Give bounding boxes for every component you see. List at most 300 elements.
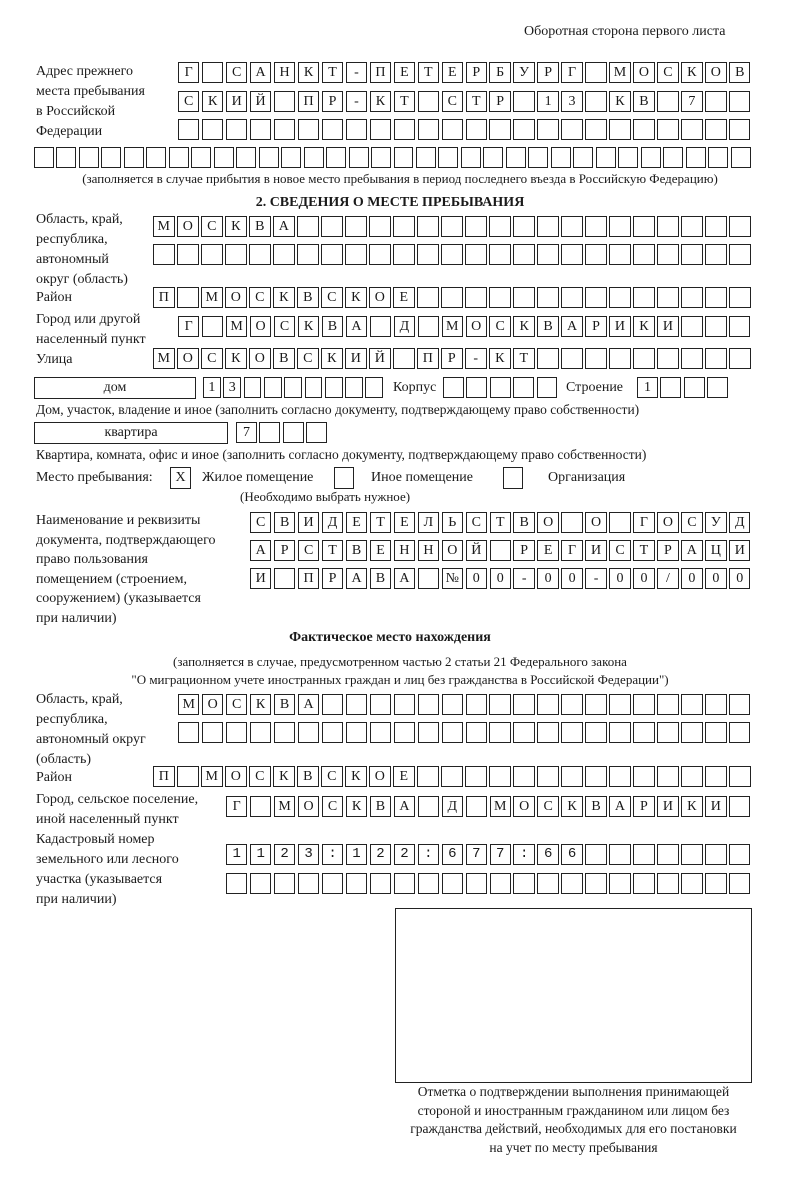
char-cell[interactable]: В xyxy=(346,540,367,561)
char-cell[interactable] xyxy=(561,873,582,894)
char-cell[interactable] xyxy=(585,244,607,265)
char-cell[interactable]: 7 xyxy=(681,91,702,112)
char-cell[interactable]: С xyxy=(249,287,271,308)
char-cell[interactable] xyxy=(731,147,751,168)
char-cell[interactable] xyxy=(441,216,463,237)
char-cell[interactable]: М xyxy=(226,316,247,337)
char-cell[interactable] xyxy=(346,694,367,715)
char-cell[interactable] xyxy=(585,216,607,237)
char-cell[interactable] xyxy=(657,91,678,112)
char-cell[interactable] xyxy=(528,147,548,168)
char-cell[interactable] xyxy=(705,316,726,337)
char-cell[interactable] xyxy=(418,119,439,140)
char-cell[interactable] xyxy=(483,147,503,168)
char-cell[interactable] xyxy=(513,377,534,398)
char-cell[interactable]: М xyxy=(490,796,511,817)
char-cell[interactable] xyxy=(297,244,319,265)
char-cell[interactable] xyxy=(537,873,558,894)
char-cell[interactable] xyxy=(466,694,487,715)
char-cell[interactable]: 0 xyxy=(633,568,654,589)
char-cell[interactable] xyxy=(441,287,463,308)
char-cell[interactable] xyxy=(418,694,439,715)
char-cell[interactable]: К xyxy=(681,62,702,83)
char-cell[interactable]: 0 xyxy=(537,568,558,589)
char-cell[interactable] xyxy=(461,147,481,168)
char-cell[interactable] xyxy=(489,119,510,140)
char-cell[interactable] xyxy=(489,216,511,237)
char-cell[interactable]: Т xyxy=(633,540,654,561)
char-cell[interactable]: К xyxy=(609,91,630,112)
char-cell[interactable]: А xyxy=(250,62,271,83)
char-cell[interactable] xyxy=(561,216,583,237)
char-cell[interactable] xyxy=(322,722,343,743)
char-cell[interactable]: 0 xyxy=(705,568,726,589)
char-cell[interactable]: О xyxy=(537,512,558,533)
char-cell[interactable] xyxy=(729,316,750,337)
char-cell[interactable]: К xyxy=(561,796,582,817)
char-cell[interactable] xyxy=(705,694,726,715)
char-cell[interactable] xyxy=(537,119,558,140)
char-cell[interactable]: В xyxy=(585,796,606,817)
char-cell[interactable] xyxy=(346,119,367,140)
char-cell[interactable] xyxy=(513,694,534,715)
char-cell[interactable]: 3 xyxy=(223,377,241,398)
char-cell[interactable]: К xyxy=(345,287,367,308)
char-cell[interactable] xyxy=(729,244,751,265)
char-cell[interactable] xyxy=(273,244,295,265)
char-cell[interactable]: Р xyxy=(657,540,678,561)
char-cell[interactable]: О xyxy=(249,348,271,369)
char-cell[interactable]: О xyxy=(202,694,223,715)
char-cell[interactable] xyxy=(657,722,678,743)
char-cell[interactable]: Р xyxy=(441,348,463,369)
char-cell[interactable] xyxy=(191,147,211,168)
char-cell[interactable] xyxy=(705,244,727,265)
char-cell[interactable]: М xyxy=(442,316,463,337)
char-cell[interactable] xyxy=(609,287,631,308)
char-cell[interactable]: М xyxy=(153,348,175,369)
char-cell[interactable] xyxy=(418,568,439,589)
char-cell[interactable]: О xyxy=(250,316,271,337)
char-cell[interactable] xyxy=(537,766,559,787)
char-cell[interactable] xyxy=(177,244,199,265)
char-cell[interactable]: М xyxy=(178,694,199,715)
char-cell[interactable] xyxy=(417,766,439,787)
char-cell[interactable] xyxy=(214,147,234,168)
char-cell[interactable]: 0 xyxy=(561,568,582,589)
char-cell[interactable] xyxy=(101,147,121,168)
char-cell[interactable] xyxy=(274,91,295,112)
char-cell[interactable] xyxy=(681,348,703,369)
char-cell[interactable]: И xyxy=(657,316,678,337)
char-cell[interactable] xyxy=(705,287,727,308)
char-cell[interactable]: П xyxy=(370,62,391,83)
char-cell[interactable] xyxy=(657,287,679,308)
char-cell[interactable] xyxy=(681,216,703,237)
char-cell[interactable] xyxy=(306,422,327,443)
char-cell[interactable]: О xyxy=(705,62,726,83)
char-cell[interactable]: К xyxy=(370,91,391,112)
char-cell[interactable]: К xyxy=(345,766,367,787)
char-cell[interactable] xyxy=(441,244,463,265)
char-cell[interactable] xyxy=(490,873,511,894)
char-cell[interactable] xyxy=(633,722,654,743)
char-cell[interactable] xyxy=(609,119,630,140)
char-cell[interactable]: М xyxy=(201,287,223,308)
char-cell[interactable] xyxy=(657,766,679,787)
char-cell[interactable] xyxy=(202,316,223,337)
char-cell[interactable]: О xyxy=(298,796,319,817)
char-cell[interactable] xyxy=(573,147,593,168)
char-cell[interactable] xyxy=(561,722,582,743)
char-cell[interactable] xyxy=(609,244,631,265)
char-cell[interactable] xyxy=(490,540,511,561)
char-cell[interactable]: С xyxy=(657,62,678,83)
char-cell[interactable]: О xyxy=(177,348,199,369)
char-cell[interactable] xyxy=(681,873,702,894)
char-cell[interactable]: С xyxy=(322,796,343,817)
char-cell[interactable]: С xyxy=(681,512,702,533)
char-cell[interactable] xyxy=(349,147,369,168)
char-cell[interactable] xyxy=(561,766,583,787)
char-cell[interactable] xyxy=(418,316,439,337)
char-cell[interactable] xyxy=(325,377,343,398)
char-cell[interactable]: В xyxy=(297,766,319,787)
char-cell[interactable] xyxy=(633,216,655,237)
char-cell[interactable] xyxy=(465,216,487,237)
char-cell[interactable] xyxy=(609,873,630,894)
char-cell[interactable] xyxy=(226,873,247,894)
char-cell[interactable]: 3 xyxy=(561,91,582,112)
char-cell[interactable] xyxy=(226,722,247,743)
char-cell[interactable]: Р xyxy=(466,62,487,83)
char-cell[interactable] xyxy=(322,694,343,715)
char-cell[interactable]: № xyxy=(442,568,463,589)
char-cell[interactable]: Р xyxy=(274,540,295,561)
char-cell[interactable]: Д xyxy=(322,512,343,533)
char-cell[interactable] xyxy=(259,147,279,168)
char-cell[interactable]: Е xyxy=(442,62,463,83)
char-cell[interactable] xyxy=(729,722,750,743)
char-cell[interactable] xyxy=(418,91,439,112)
char-cell[interactable]: Е xyxy=(394,62,415,83)
char-cell[interactable]: С xyxy=(321,766,343,787)
char-cell[interactable] xyxy=(466,873,487,894)
char-cell[interactable] xyxy=(393,216,415,237)
char-cell[interactable]: К xyxy=(346,796,367,817)
char-cell[interactable] xyxy=(537,722,558,743)
char-cell[interactable] xyxy=(585,62,606,83)
char-cell[interactable]: И xyxy=(609,316,630,337)
char-cell[interactable] xyxy=(244,377,262,398)
char-cell[interactable] xyxy=(226,119,247,140)
char-cell[interactable]: Г xyxy=(178,316,199,337)
char-cell[interactable] xyxy=(513,287,535,308)
char-cell[interactable] xyxy=(322,119,343,140)
char-cell[interactable]: Р xyxy=(537,62,558,83)
char-cell[interactable]: 0 xyxy=(729,568,750,589)
char-cell[interactable] xyxy=(250,722,271,743)
char-cell[interactable] xyxy=(250,873,271,894)
char-cell[interactable]: Н xyxy=(418,540,439,561)
char-cell[interactable]: Р xyxy=(585,316,606,337)
char-cell[interactable] xyxy=(250,119,271,140)
char-cell[interactable]: С xyxy=(201,216,223,237)
char-cell[interactable]: Е xyxy=(393,287,415,308)
char-cell[interactable]: С xyxy=(537,796,558,817)
char-cell[interactable] xyxy=(79,147,99,168)
char-cell[interactable]: С xyxy=(442,91,463,112)
char-cell[interactable]: С xyxy=(298,540,319,561)
char-cell[interactable] xyxy=(466,796,487,817)
house-type-field[interactable]: дом xyxy=(34,377,196,399)
char-cell[interactable]: К xyxy=(513,316,534,337)
char-cell[interactable] xyxy=(681,316,702,337)
char-cell[interactable] xyxy=(365,377,383,398)
char-cell[interactable] xyxy=(146,147,166,168)
char-cell[interactable] xyxy=(609,694,630,715)
char-cell[interactable]: Р xyxy=(322,91,343,112)
char-cell[interactable]: - xyxy=(513,568,534,589)
char-cell[interactable] xyxy=(236,147,256,168)
char-cell[interactable]: И xyxy=(226,91,247,112)
char-cell[interactable]: М xyxy=(153,216,175,237)
char-cell[interactable] xyxy=(585,722,606,743)
char-cell[interactable] xyxy=(298,873,319,894)
char-cell[interactable] xyxy=(633,694,654,715)
char-cell[interactable] xyxy=(394,722,415,743)
char-cell[interactable] xyxy=(442,694,463,715)
char-cell[interactable] xyxy=(681,694,702,715)
char-cell[interactable]: А xyxy=(561,316,582,337)
char-cell[interactable] xyxy=(370,119,391,140)
char-cell[interactable]: М xyxy=(274,796,295,817)
char-cell[interactable] xyxy=(657,348,679,369)
char-cell[interactable]: К xyxy=(489,348,511,369)
char-cell[interactable]: Т xyxy=(322,62,343,83)
char-cell[interactable] xyxy=(585,694,606,715)
char-cell[interactable]: А xyxy=(298,694,319,715)
char-cell[interactable]: Р xyxy=(489,91,510,112)
char-cell[interactable] xyxy=(596,147,616,168)
residential-checkbox[interactable]: X xyxy=(170,467,191,489)
char-cell[interactable] xyxy=(537,244,559,265)
char-cell[interactable]: О xyxy=(466,316,487,337)
char-cell[interactable] xyxy=(537,348,559,369)
char-cell[interactable] xyxy=(618,147,638,168)
char-cell[interactable] xyxy=(489,722,510,743)
char-cell[interactable]: Е xyxy=(393,766,415,787)
char-cell[interactable]: К xyxy=(633,316,654,337)
char-cell[interactable]: А xyxy=(273,216,295,237)
char-cell[interactable]: А xyxy=(346,568,367,589)
char-cell[interactable] xyxy=(609,722,630,743)
char-cell[interactable]: Р xyxy=(513,540,534,561)
char-cell[interactable]: Т xyxy=(513,348,535,369)
char-cell[interactable]: 0 xyxy=(490,568,511,589)
char-cell[interactable]: В xyxy=(249,216,271,237)
char-cell[interactable]: В xyxy=(370,568,391,589)
char-cell[interactable] xyxy=(274,722,295,743)
char-cell[interactable] xyxy=(321,216,343,237)
char-cell[interactable]: Ь xyxy=(442,512,463,533)
char-cell[interactable] xyxy=(537,216,559,237)
char-cell[interactable] xyxy=(346,873,367,894)
char-cell[interactable] xyxy=(490,377,511,398)
char-cell[interactable]: Г xyxy=(561,540,582,561)
char-cell[interactable]: К xyxy=(225,216,247,237)
char-cell[interactable]: Т xyxy=(418,62,439,83)
char-cell[interactable] xyxy=(393,244,415,265)
char-cell[interactable] xyxy=(561,287,583,308)
char-cell[interactable] xyxy=(369,244,391,265)
char-cell[interactable]: К xyxy=(681,796,702,817)
char-cell[interactable]: О xyxy=(369,287,391,308)
char-cell[interactable]: И xyxy=(298,512,319,533)
char-cell[interactable] xyxy=(537,694,558,715)
char-cell[interactable] xyxy=(609,512,630,533)
char-cell[interactable] xyxy=(633,119,654,140)
char-cell[interactable] xyxy=(345,377,363,398)
char-cell[interactable] xyxy=(202,119,223,140)
char-cell[interactable]: И xyxy=(705,796,726,817)
char-cell[interactable] xyxy=(442,873,463,894)
char-cell[interactable]: 0 xyxy=(609,568,630,589)
char-cell[interactable]: Й xyxy=(466,540,487,561)
char-cell[interactable] xyxy=(56,147,76,168)
char-cell[interactable] xyxy=(729,694,750,715)
char-cell[interactable] xyxy=(633,287,655,308)
char-cell[interactable]: Р xyxy=(322,568,343,589)
char-cell[interactable] xyxy=(416,147,436,168)
char-cell[interactable]: А xyxy=(681,540,702,561)
char-cell[interactable] xyxy=(681,722,702,743)
cadastral-row-1[interactable]: 1123:122:677:66 xyxy=(232,846,760,862)
char-cell[interactable]: Г xyxy=(633,512,654,533)
char-cell[interactable] xyxy=(660,377,681,398)
char-cell[interactable] xyxy=(513,766,535,787)
char-cell[interactable]: Г xyxy=(226,796,247,817)
char-cell[interactable]: В xyxy=(274,512,295,533)
char-cell[interactable] xyxy=(304,147,324,168)
char-cell[interactable]: И xyxy=(657,796,678,817)
char-cell[interactable] xyxy=(34,147,54,168)
char-cell[interactable]: И xyxy=(729,540,750,561)
char-cell[interactable]: Е xyxy=(346,512,367,533)
char-cell[interactable] xyxy=(513,216,535,237)
char-cell[interactable] xyxy=(561,348,583,369)
char-cell[interactable] xyxy=(442,722,463,743)
char-cell[interactable] xyxy=(657,216,679,237)
char-cell[interactable]: С xyxy=(201,348,223,369)
char-cell[interactable] xyxy=(513,91,534,112)
char-cell[interactable]: О xyxy=(585,512,606,533)
char-cell[interactable]: П xyxy=(298,91,319,112)
char-cell[interactable] xyxy=(417,244,439,265)
char-cell[interactable] xyxy=(322,873,343,894)
char-cell[interactable] xyxy=(264,377,282,398)
char-cell[interactable] xyxy=(633,873,654,894)
char-cell[interactable] xyxy=(418,796,439,817)
char-cell[interactable]: У xyxy=(513,62,534,83)
char-cell[interactable] xyxy=(202,722,223,743)
char-cell[interactable] xyxy=(705,348,727,369)
char-cell[interactable] xyxy=(681,119,702,140)
char-cell[interactable] xyxy=(633,348,655,369)
char-cell[interactable] xyxy=(249,244,271,265)
char-cell[interactable] xyxy=(513,244,535,265)
char-cell[interactable] xyxy=(585,348,607,369)
char-cell[interactable]: В xyxy=(370,796,391,817)
char-cell[interactable]: Й xyxy=(369,348,391,369)
char-cell[interactable] xyxy=(609,216,631,237)
char-cell[interactable]: А xyxy=(394,796,415,817)
char-cell[interactable] xyxy=(438,147,458,168)
char-cell[interactable] xyxy=(274,568,295,589)
char-cell[interactable] xyxy=(705,91,726,112)
char-cell[interactable]: - xyxy=(465,348,487,369)
char-cell[interactable] xyxy=(346,722,367,743)
char-cell[interactable] xyxy=(465,244,487,265)
char-cell[interactable] xyxy=(641,147,661,168)
char-cell[interactable]: Е xyxy=(370,540,391,561)
char-cell[interactable] xyxy=(283,422,304,443)
char-cell[interactable]: Т xyxy=(466,91,487,112)
char-cell[interactable]: 1 xyxy=(637,377,658,398)
char-cell[interactable] xyxy=(729,766,751,787)
char-cell[interactable] xyxy=(418,722,439,743)
char-cell[interactable]: С xyxy=(250,512,271,533)
char-cell[interactable] xyxy=(281,147,301,168)
char-cell[interactable] xyxy=(284,377,302,398)
char-cell[interactable] xyxy=(201,244,223,265)
char-cell[interactable]: О xyxy=(225,287,247,308)
char-cell[interactable]: Н xyxy=(274,62,295,83)
char-cell[interactable] xyxy=(274,119,295,140)
char-cell[interactable]: Л xyxy=(418,512,439,533)
char-cell[interactable]: А xyxy=(346,316,367,337)
char-cell[interactable] xyxy=(326,147,346,168)
char-cell[interactable]: В xyxy=(322,316,343,337)
char-cell[interactable]: И xyxy=(585,540,606,561)
char-cell[interactable]: М xyxy=(609,62,630,83)
char-cell[interactable]: С xyxy=(226,694,247,715)
char-cell[interactable] xyxy=(305,377,323,398)
char-cell[interactable]: П xyxy=(153,287,175,308)
char-cell[interactable]: К xyxy=(298,316,319,337)
char-cell[interactable] xyxy=(370,316,391,337)
char-cell[interactable]: С xyxy=(274,316,295,337)
char-cell[interactable] xyxy=(657,694,678,715)
char-cell[interactable] xyxy=(513,873,534,894)
char-cell[interactable] xyxy=(551,147,571,168)
char-cell[interactable] xyxy=(729,796,750,817)
char-cell[interactable] xyxy=(681,766,703,787)
char-cell[interactable]: В xyxy=(537,316,558,337)
char-cell[interactable] xyxy=(202,62,223,83)
char-cell[interactable]: / xyxy=(657,568,678,589)
char-cell[interactable]: О xyxy=(442,540,463,561)
char-cell[interactable]: 0 xyxy=(681,568,702,589)
char-cell[interactable] xyxy=(394,694,415,715)
char-cell[interactable]: С xyxy=(321,287,343,308)
char-cell[interactable]: К xyxy=(202,91,223,112)
char-cell[interactable] xyxy=(370,694,391,715)
char-cell[interactable]: К xyxy=(250,694,271,715)
char-cell[interactable] xyxy=(663,147,683,168)
char-cell[interactable]: Н xyxy=(394,540,415,561)
char-cell[interactable]: Ц xyxy=(705,540,726,561)
